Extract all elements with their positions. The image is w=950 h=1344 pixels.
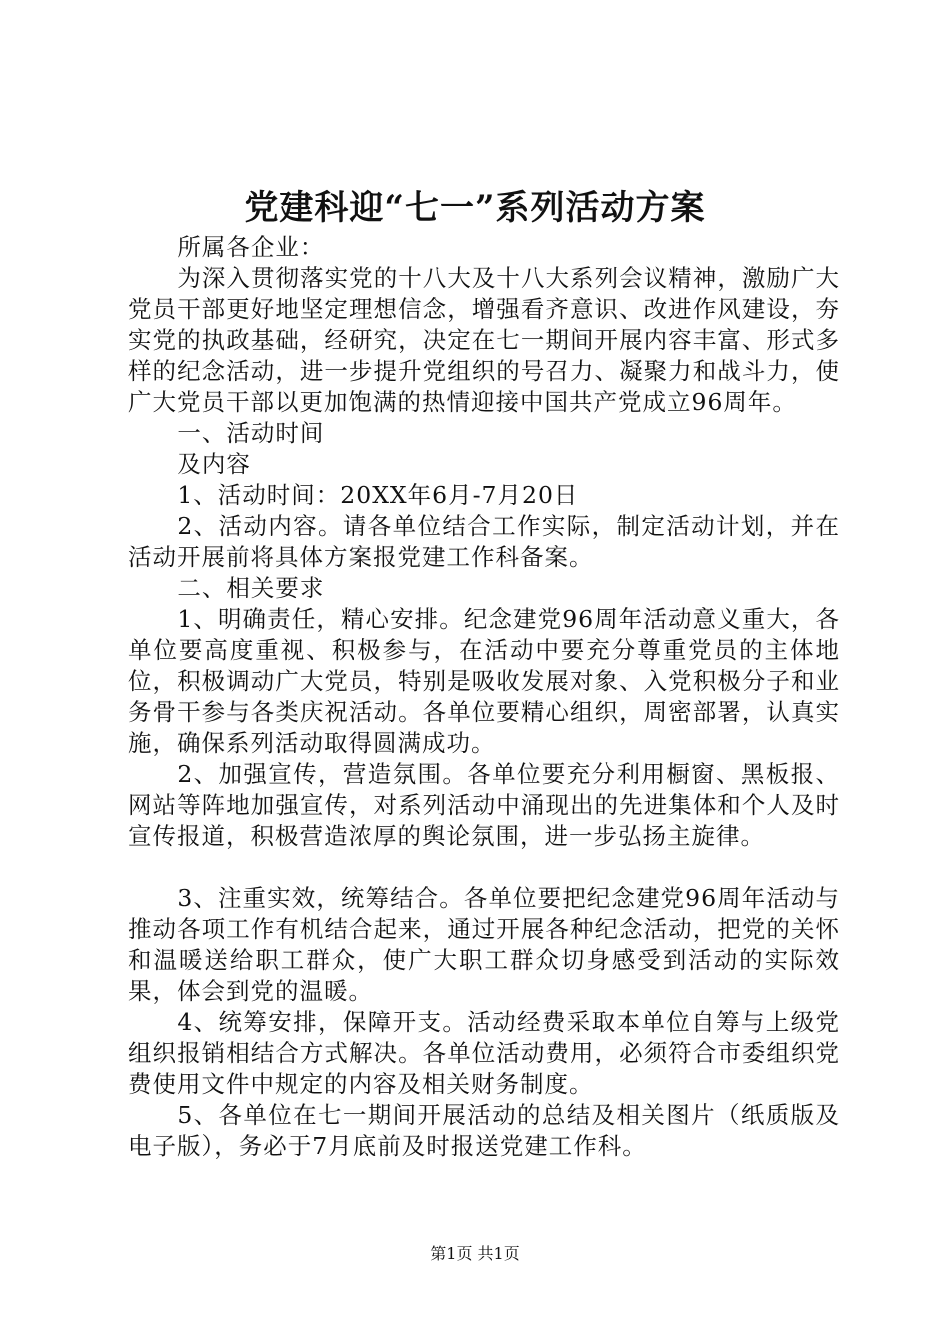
requirement-paragraph-1: 1、明确责任，精心安排。纪念建党96周年活动意义重大，各单位要高度重视、积极参与，在活动中要充分尊重党员的主体地位，积极调动广大党员，特别是吸收发展对象、入党积极分子和业务骨干参与各类庆祝活动。各单位要精心组织，周密部署，认真实施，确保系列活动取得圆满成功。 <box>128 605 840 757</box>
document-body <box>128 232 840 1162</box>
activity-content-paragraph: 2、活动内容。请各单位结合工作实际，制定活动计划，并在活动开展前将具体方案报党建工作科备案。 <box>128 512 840 571</box>
intro-paragraph: 为深入贯彻落实党的十八大及十八大系列会议精神，激励广大党员干部更好地坚定理想信念，增强看齐意识、改进作风建设，夯实党的执政基础，经研究，决定在七一期间开展内容丰富、形式多样的纪念活动，进一步提升党组织的号召力、凝聚力和战斗力，使广大党员干部以更加饱满的热情迎接中国共产党成立96周年。 <box>128 264 840 416</box>
section-heading-content: 及内容 <box>177 450 251 478</box>
salutation: 所属各企业： <box>177 233 325 261</box>
document-title: 党建科迎“七一”系列活动方案 <box>244 188 706 228</box>
requirement-paragraph-5: 5、各单位在七一期间开展活动的总结及相关图片（纸质版及电子版），务必于7月底前及时报送党建工作科。 <box>128 1101 840 1160</box>
section-heading-requirements: 二、相关要求 <box>177 574 325 602</box>
requirement-paragraph-2: 2、加强宣传，营造氛围。各单位要充分利用橱窗、黑板报、网站等阵地加强宣传，对系列活动中涌现出的先进集体和个人及时宣传报道，积极营造浓厚的舆论氛围，进一步弘扬主旋律。 <box>128 760 840 850</box>
activity-time-paragraph: 1、活动时间：20XX年6月-7月20日 <box>177 481 579 509</box>
page-footer: 第1页 共1页 <box>430 1244 520 1263</box>
section-heading-time: 一、活动时间 <box>177 419 325 447</box>
requirement-paragraph-3: 3、注重实效，统筹结合。各单位要把纪念建党96周年活动与推动各项工作有机结合起来，通过开展各种纪念活动，把党的关怀和温暖送给职工群众，使广大职工群众切身感受到活动的实际效果，体会到党的温暖。 <box>128 884 840 1005</box>
requirement-paragraph-4: 4、统筹安排，保障开支。活动经费采取本单位自筹与上级党组织报销相结合方式解决。各单位活动费用，必须符合市委组织党费使用文件中规定的内容及相关财务制度。 <box>128 1008 840 1098</box>
